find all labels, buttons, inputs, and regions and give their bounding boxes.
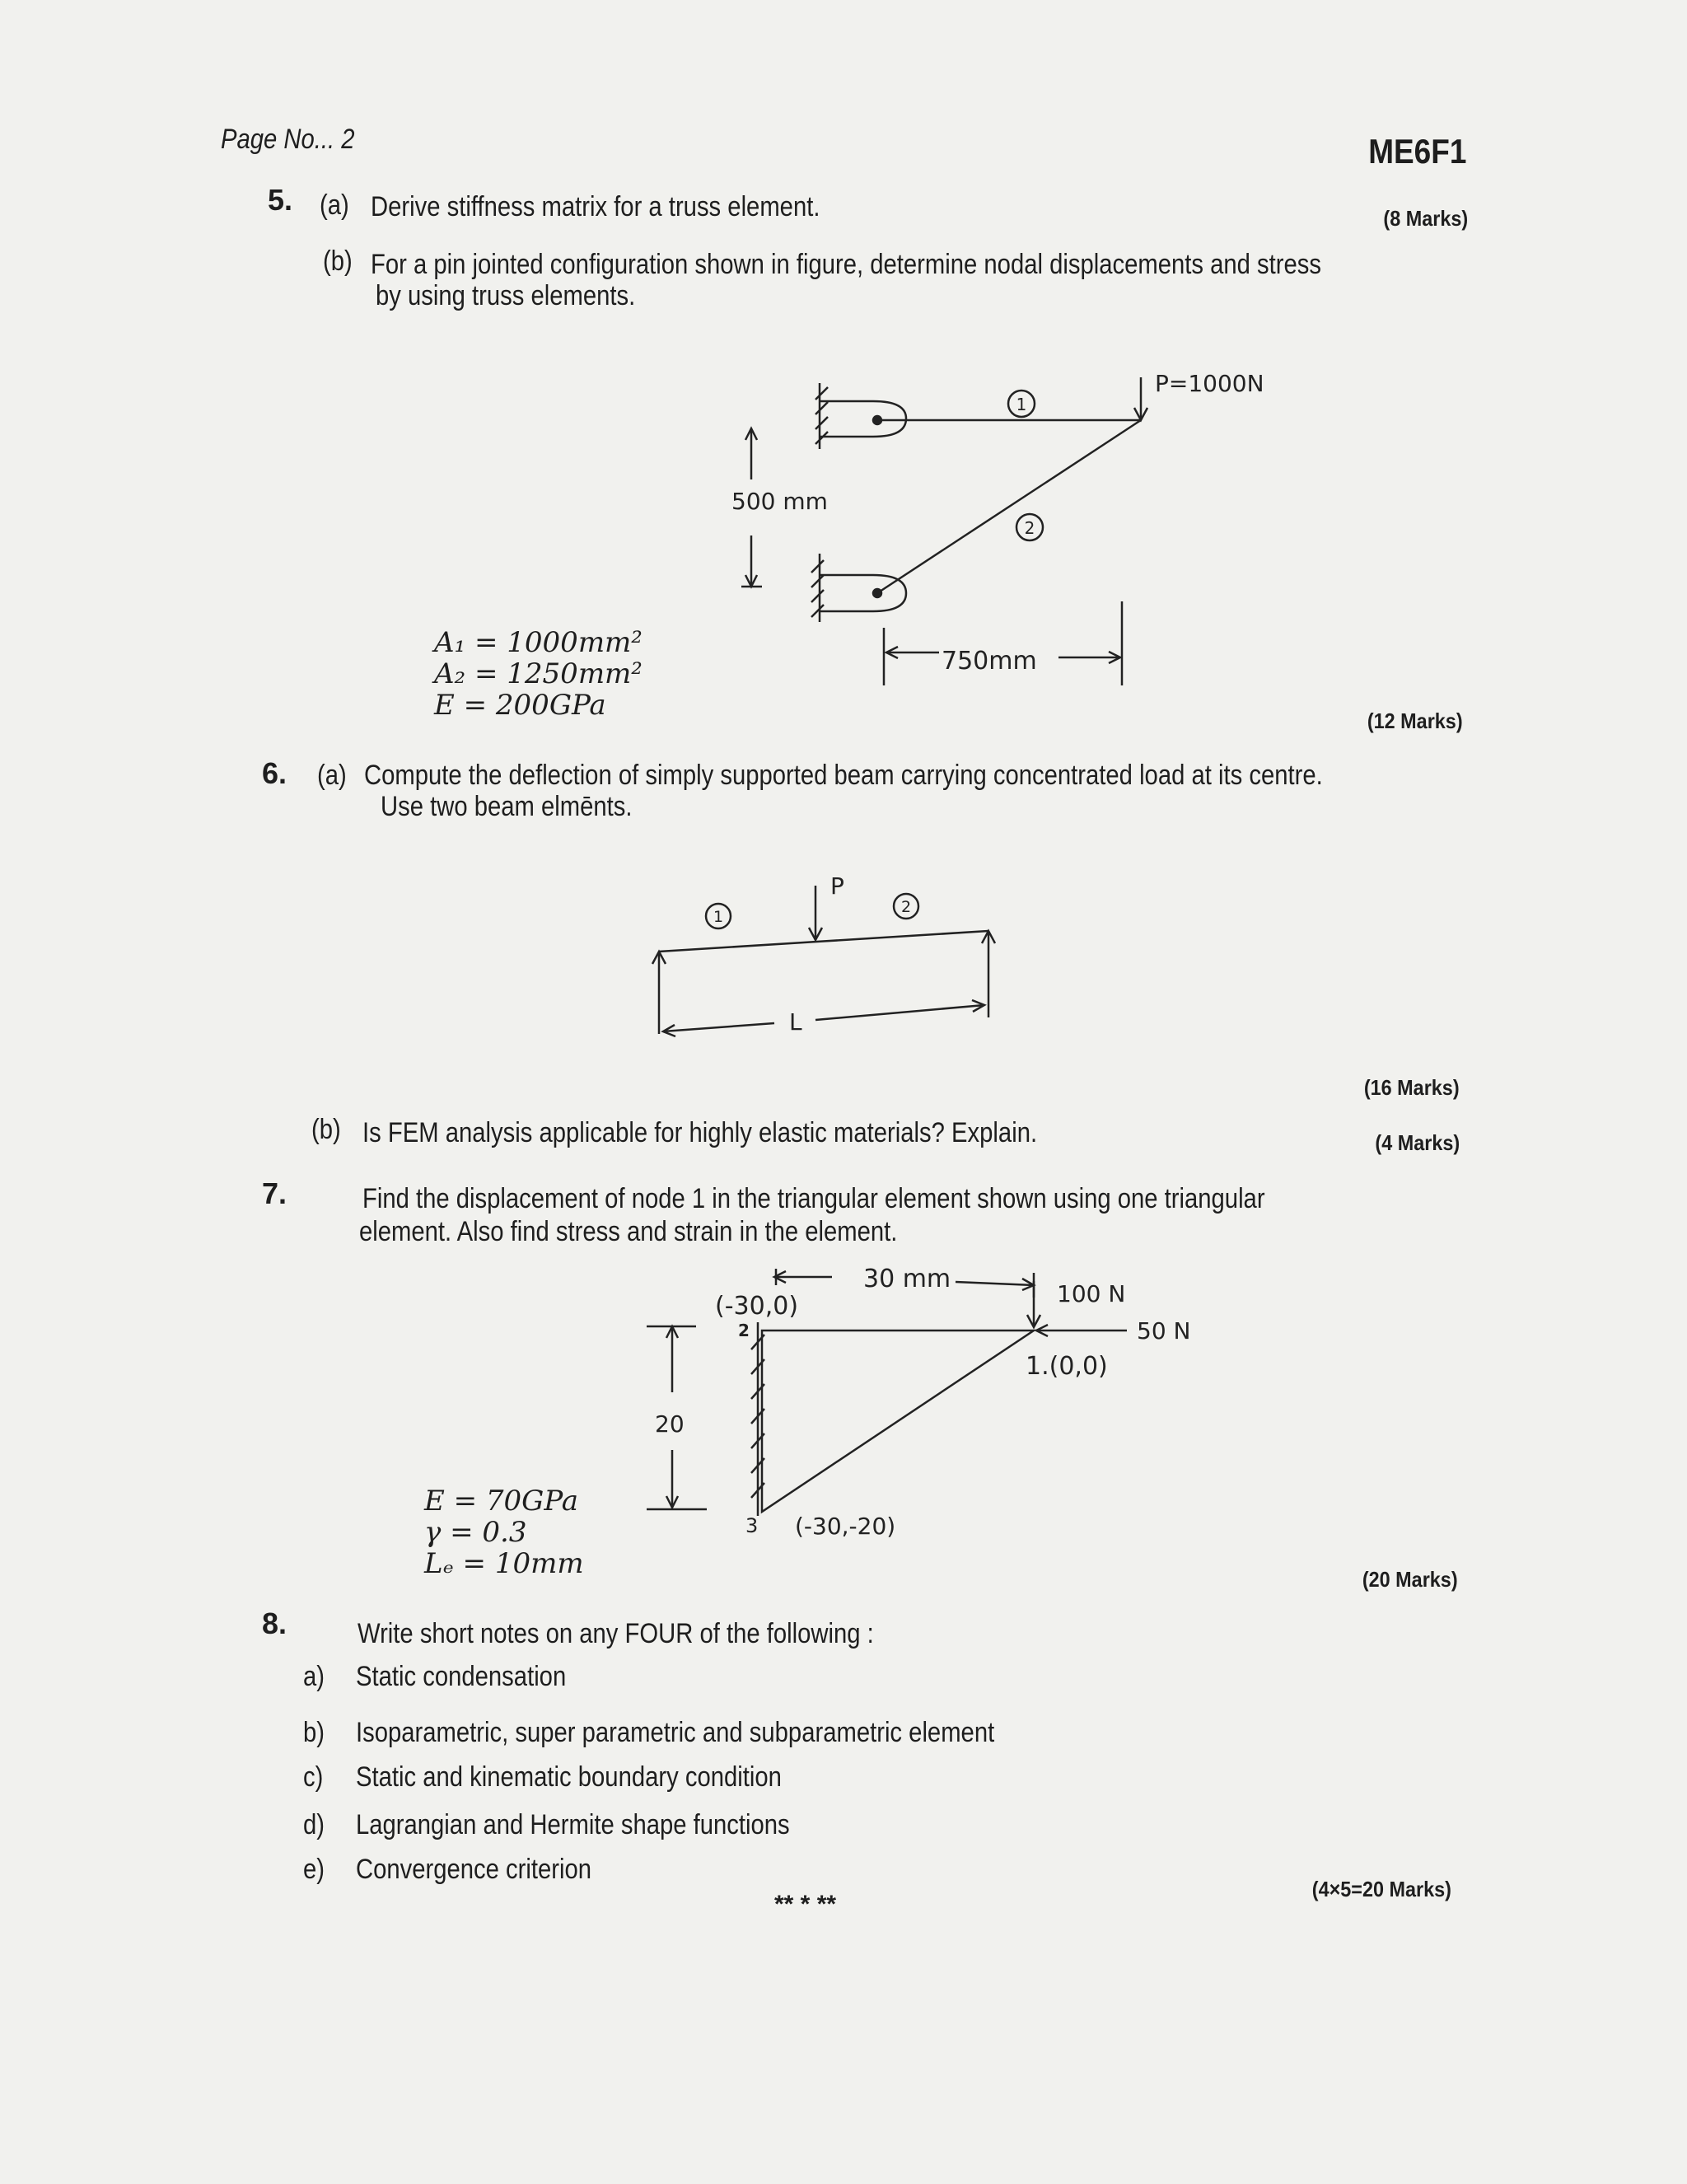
paper-code: ME6F1 bbox=[1367, 132, 1466, 171]
node2-coord: (-30,0) bbox=[715, 1292, 799, 1321]
node3-coord: (-30,-20) bbox=[795, 1513, 896, 1540]
q6a-text-line2: Use two beam elmēnts. bbox=[381, 791, 633, 822]
q8-item-c-text: Static and kinematic boundary condition bbox=[356, 1761, 782, 1793]
q6b-marks: (4 Marks) bbox=[1375, 1130, 1460, 1155]
element-1-label: 1 bbox=[1016, 395, 1027, 414]
node3-label: 3 bbox=[745, 1514, 759, 1537]
width-dimension: 750mm bbox=[942, 647, 1037, 676]
beam-element-2-label: 2 bbox=[900, 898, 912, 916]
q7-param-gamma: γ = 0.3 bbox=[424, 1516, 527, 1549]
horizontal-force-label: 50 N bbox=[1137, 1317, 1191, 1345]
load-label: P=1000N bbox=[1155, 370, 1264, 397]
q5a-marks: (8 Marks) bbox=[1383, 206, 1468, 231]
question-number-5: 5. bbox=[268, 183, 293, 217]
q8-item-d-text: Lagrangian and Hermite shape functions bbox=[356, 1809, 790, 1840]
element-2-label: 2 bbox=[1024, 518, 1035, 538]
q5a-label: (a) bbox=[320, 189, 349, 221]
end-of-paper-mark: ** * ** bbox=[774, 1891, 837, 1918]
page-number: Page No... 2 bbox=[221, 124, 355, 155]
q7-param-le: Lₑ = 10mm bbox=[424, 1547, 584, 1580]
q5b-marks: (12 Marks) bbox=[1367, 709, 1463, 733]
q5a-text: Derive stiffness matrix for a truss element. bbox=[371, 191, 820, 222]
triangle-height-label: 20 bbox=[655, 1410, 685, 1438]
q8-item-e-label: e) bbox=[303, 1854, 325, 1885]
question-number-8: 8. bbox=[262, 1606, 287, 1640]
q6b-label: (b) bbox=[311, 1114, 341, 1145]
q8-item-b-text: Isoparametric, super parametric and subparametric element bbox=[356, 1717, 995, 1748]
q5b-text-line2: by using truss elements. bbox=[376, 280, 636, 311]
beam-load-label: P bbox=[830, 872, 844, 900]
q5-param-a1: A₁ = 1000mm² bbox=[434, 626, 643, 659]
q7-param-e: E = 70GPa bbox=[424, 1485, 578, 1518]
q8-item-a-text: Static condensation bbox=[356, 1661, 567, 1692]
q5b-label: (b) bbox=[323, 246, 353, 277]
beam-element-1-label: 1 bbox=[713, 908, 724, 926]
q6b-text: Is FEM analysis applicable for highly elastic materials? Explain. bbox=[362, 1117, 1038, 1148]
q8-marks: (4×5=20 Marks) bbox=[1311, 1877, 1451, 1901]
q8-item-d-label: d) bbox=[303, 1809, 325, 1840]
vertical-force-label: 100 N bbox=[1057, 1280, 1126, 1307]
q5b-text-line1: For a pin jointed configuration shown in figure, determine nodal displacements and stress bbox=[371, 249, 1322, 280]
q8-item-e-text: Convergence criterion bbox=[356, 1854, 592, 1885]
q5-param-a2: A₂ = 1250mm² bbox=[434, 657, 643, 690]
q7-text-line2: element. Also find stress and strain in the element. bbox=[359, 1216, 898, 1247]
q6a-label: (a) bbox=[317, 760, 347, 791]
q6a-marks: (16 Marks) bbox=[1364, 1075, 1460, 1100]
q6a-text-line1: Compute the deflection of simply supported beam carrying concentrated load at its centre. bbox=[364, 760, 1323, 791]
q5-param-e: E = 200GPa bbox=[434, 689, 606, 722]
question-number-7: 7. bbox=[262, 1176, 287, 1210]
q8-item-b-label: b) bbox=[303, 1717, 325, 1748]
q7-text-line1: Find the displacement of node 1 in the triangular element shown using one triangular bbox=[362, 1183, 1265, 1214]
q8-intro: Write short notes on any FOUR of the following : bbox=[357, 1618, 874, 1649]
beam-span-label: L bbox=[789, 1008, 802, 1036]
node1-coord: 1.(0,0) bbox=[1026, 1352, 1108, 1381]
height-dimension: 500 mm bbox=[731, 488, 828, 515]
node2-label: 2 bbox=[738, 1321, 750, 1340]
triangle-width-label: 30 mm bbox=[863, 1265, 951, 1293]
q8-item-a-label: a) bbox=[303, 1661, 325, 1692]
question-number-6: 6. bbox=[262, 756, 287, 790]
q7-marks: (20 Marks) bbox=[1362, 1567, 1458, 1592]
q8-item-c-label: c) bbox=[303, 1761, 324, 1793]
